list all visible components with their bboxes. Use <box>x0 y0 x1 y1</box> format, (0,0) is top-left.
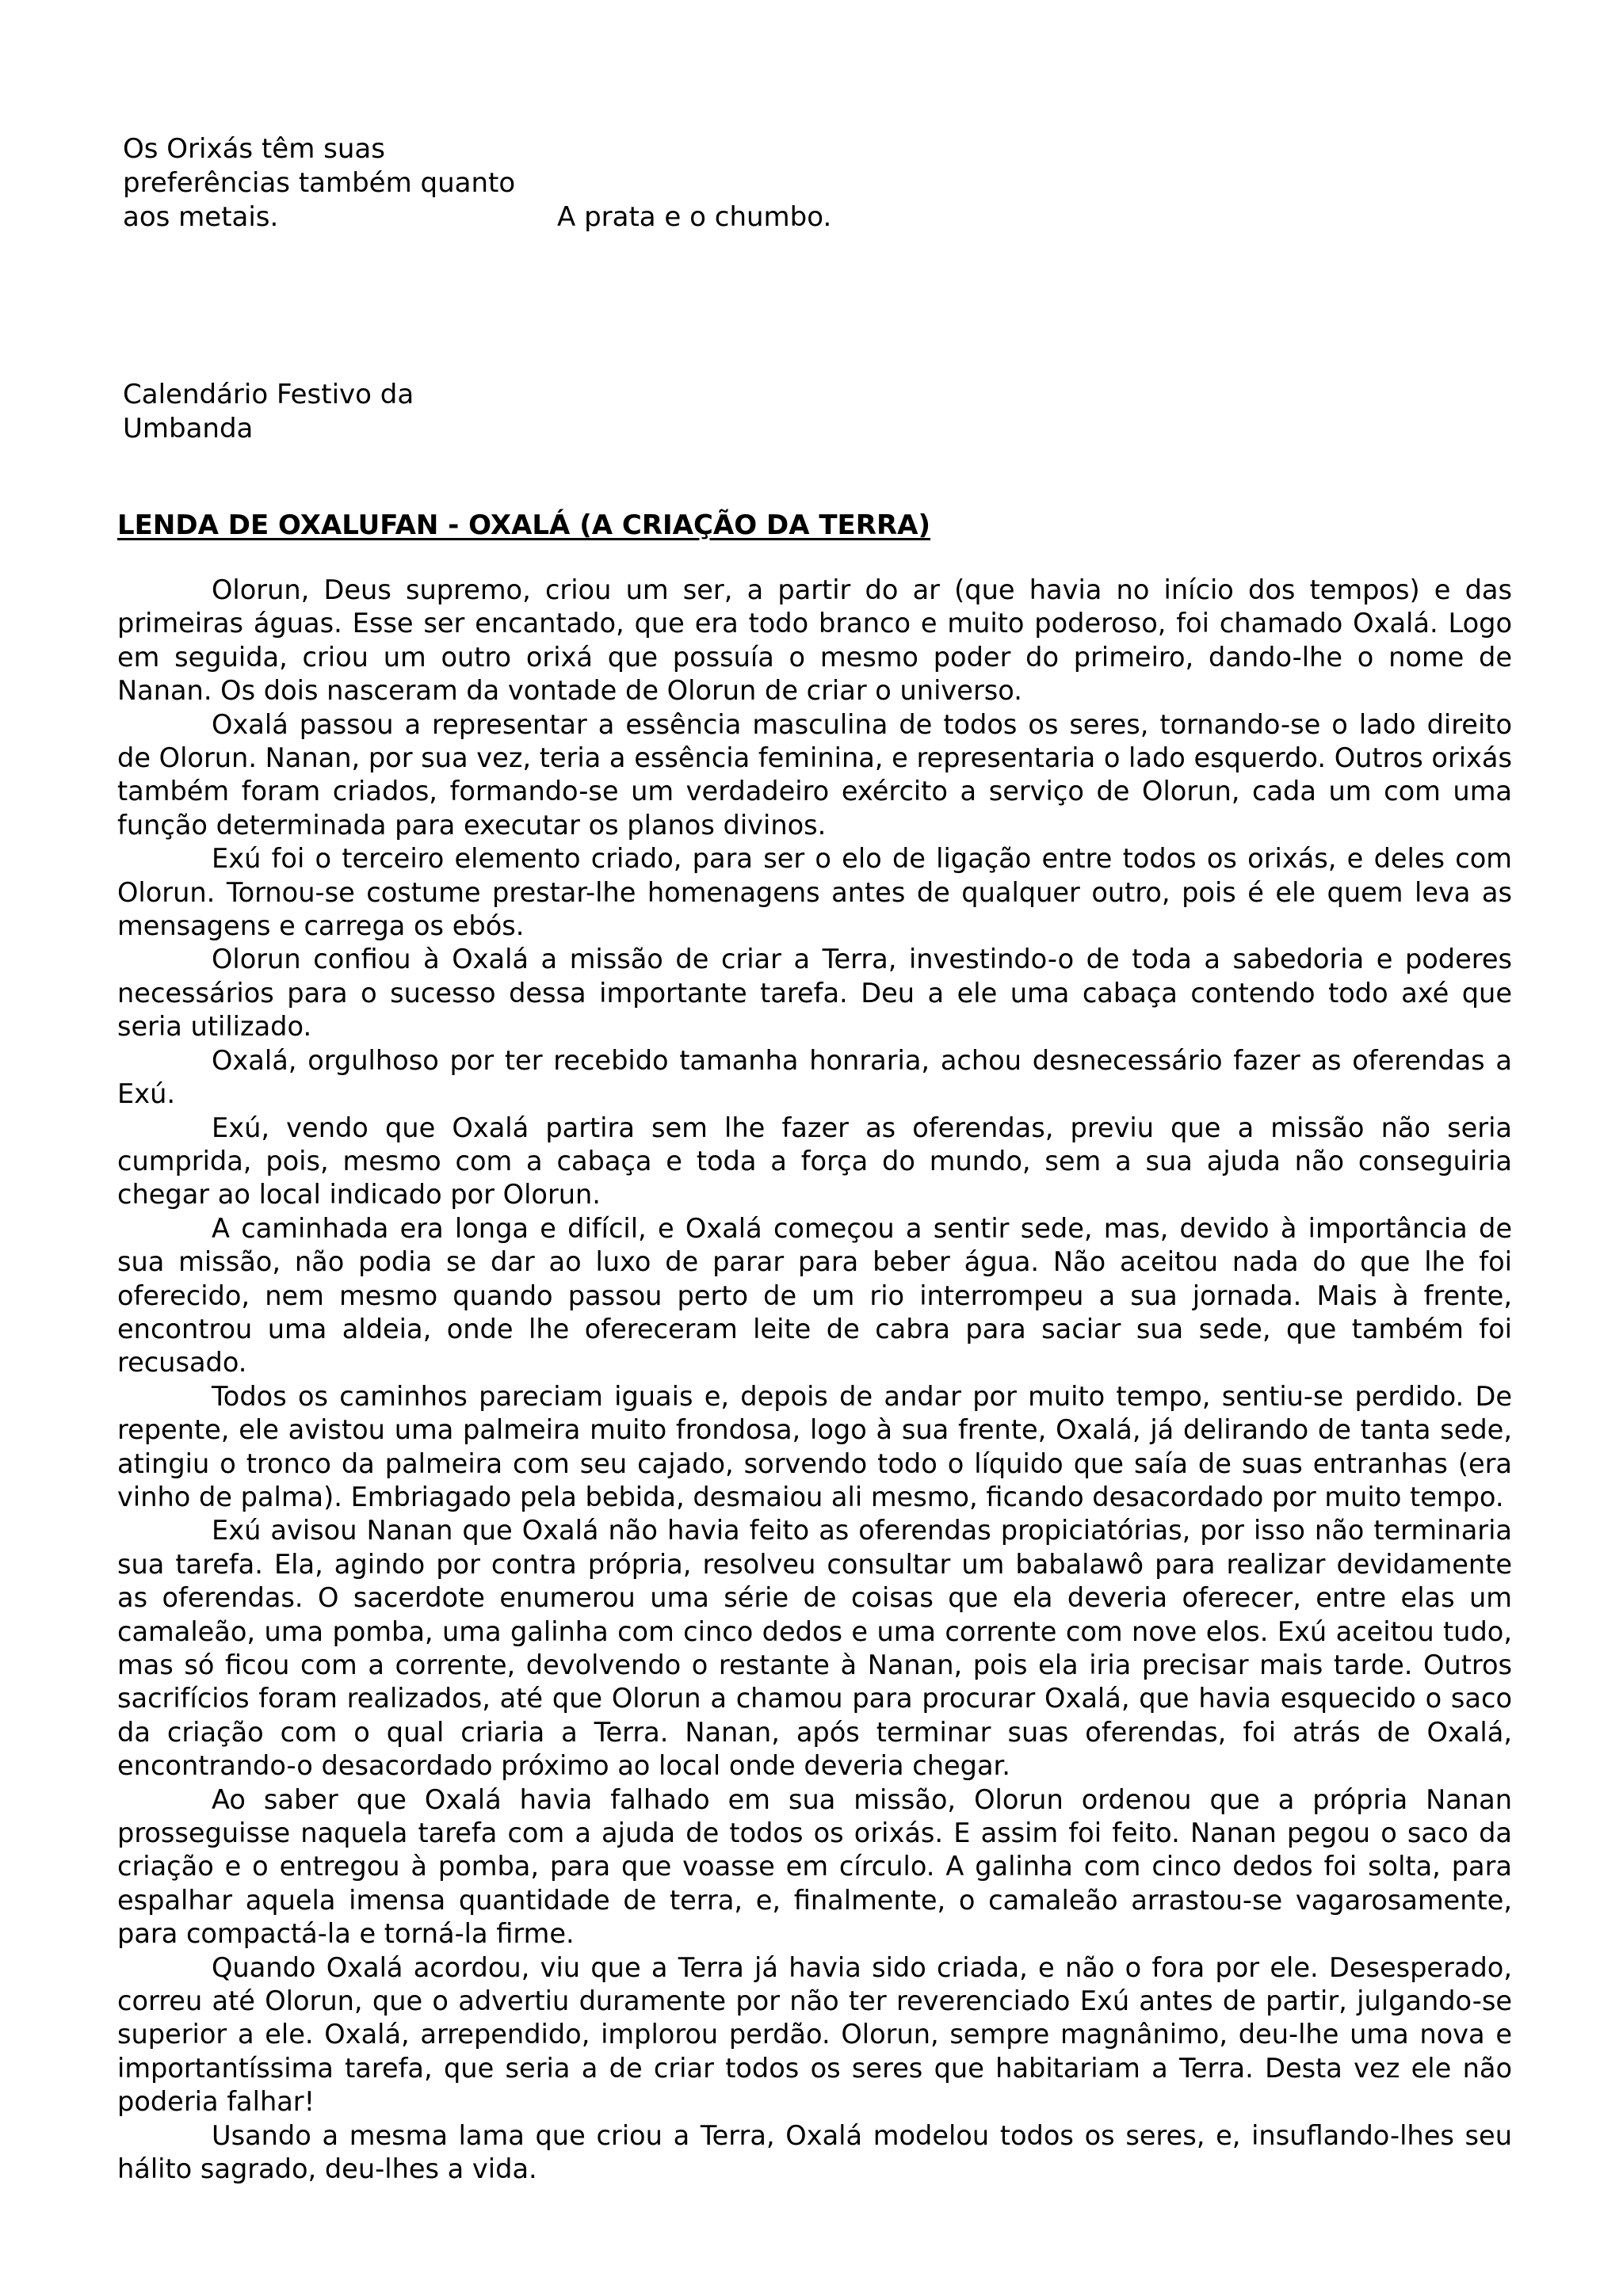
legend-body <box>117 574 1512 2187</box>
paragraph: Quando Oxalá acordou, viu que a Terra já havia sido criada, e não o fora por ele. Desesperado, correu até Olorun, que o advertiu duramente por não ter reverenciado Exú antes de partir, julgando-se superior a ele. Oxalá, arrependido, implorou perdão. Olorun, sempre magnânimo, deu-lhe uma nova e importantíssima tarefa, que seria a de criar todos os seres que habitariam a Terra. Desta vez ele não poderia falhar! <box>117 1951 1512 2118</box>
legend-title: LENDA DE OXALUFAN - OXALÁ (A CRIAÇÃO DA TERRA) <box>117 509 930 541</box>
paragraph: Usando a mesma lama que criou a Terra, Oxalá modelou todos os seres, e, insuflando-lhes seu hálito sagrado, deu-lhes a vida. <box>117 2119 1512 2185</box>
calendar-heading <box>123 378 456 446</box>
paragraph: Exú, vendo que Oxalá partira sem lhe fazer as oferendas, previu que a missão não seria cumprida, pois, mesmo com a cabaça e toda a força do mundo, sem a sua ajuda não conseguiria chegar ao local indicado por Olorun. <box>117 1112 1512 1211</box>
paragraph: Olorun confiou à Oxalá a missão de criar a Terra, investindo-o de toda a sabedoria e poderes necessários para o sucesso dessa importante tarefa. Deu a ele uma cabaça contendo todo axé que seria utilizado. <box>117 944 1512 1043</box>
calendar-heading-line: Calendário Festivo da <box>123 379 414 410</box>
paragraph: A caminhada era longa e difícil, e Oxalá começou a sentir sede, mas, devido à importância de sua missão, não podia se dar ao luxo de parar para beber água. Não aceitou nada do que lhe foi oferecido, nem mesmo quando passou perto de um rio interrompeu a sua jornada. Mais à frente, encontrou uma aldeia, onde lhe ofereceram leite de cabra para saciar sua sede, que também foi recusado. <box>117 1212 1512 1379</box>
paragraph: Olorun, Deus supremo, criou um ser, a partir do ar (que havia no início dos tempos) e das primeiras águas. Esse ser encantado, que era todo branco e muito poderoso, foi chamado Oxalá. Logo em seguida, criou um outro orixá que possuía o mesmo poder do primeiro, dando-lhe o nome de Nanan. Os dois nasceram da vontade de Olorun de criar o universo. <box>117 574 1512 707</box>
paragraph: Oxalá, orgulhoso por ter recebido tamanha honraria, achou desnecessário fazer as oferendas a Exú. <box>117 1044 1512 1110</box>
metals-question-line: preferências também quanto <box>123 167 516 199</box>
calendar-heading-line: Umbanda <box>123 413 254 444</box>
paragraph: Oxalá passou a representar a essência masculina de todos os seres, tornando-se o lado direito de Olorun. Nanan, por sua vez, teria a essência feminina, e representaria o lado esquerdo. Outros orixás também foram criados, formando-se um verdadeiro exército a serviço de Olorun, cada um com uma função determinada para executar os planos divinos. <box>117 708 1512 841</box>
metals-question <box>123 132 535 235</box>
metals-question-line: aos metais. <box>123 201 279 233</box>
metals-answer: A prata e o chumbo. <box>557 201 832 233</box>
paragraph: Exú avisou Nanan que Oxalá não havia feito as oferendas propiciatórias, por isso não terminaria sua tarefa. Ela, agindo por contra própria, resolveu consultar um babalawô para realizar devidamente as oferendas. O sacerdote enumerou uma série de coisas que ela deveria oferecer, entre elas um camaleão, uma pomba, uma galinha com cinco dedos e uma corrente com nove elos. Exú aceitou tudo, mas só ficou com a corrente, devolvendo o restante à Nanan, pois ela iria precisar mais tarde. Outros sacrifícios foram realizados, até que Olorun a chamou para procurar Oxalá, que havia esquecido o saco da criação com o qual criaria a Terra. Nanan, após terminar suas oferendas, foi atrás de Oxalá, encontrando-o desacordado próximo ao local onde deveria chegar. <box>117 1515 1512 1782</box>
paragraph: Exú foi o terceiro elemento criado, para ser o elo de ligação entre todos os orixás, e deles com Olorun. Tornou-se costume prestar-lhe homenagens antes de qualquer outro, pois é ele quem leva as mensagens e carrega os ebós. <box>117 843 1512 942</box>
metals-question-line: Os Orixás têm suas <box>123 133 385 165</box>
paragraph: Todos os caminhos pareciam iguais e, depois de andar por muito tempo, sentiu-se perdido. De repente, ele avistou uma palmeira muito frondosa, logo à sua frente, Oxalá, já delirando de tanta sede, atingiu o tronco da palmeira com seu cajado, sorvendo todo o líquido que saía de suas entranhas (era vinho de palma). Embriagado pela bebida, desmaiou ali mesmo, ficando desacordado por muito tempo. <box>117 1380 1512 1512</box>
paragraph: Ao saber que Oxalá havia falhado em sua missão, Olorun ordenou que a própria Nanan prosseguisse naquela tarefa com a ajuda de todos os orixás. E assim foi feito. Nanan pegou o saco da criação e o entregou à pomba, para que voasse em círculo. A galinha com cinco dedos foi solta, para espalhar aquela imensa quantidade de terra, e, finalmente, o camaleão arrastou-se vagarosamente, para compactá-la e torná-la firme. <box>117 1783 1512 1950</box>
